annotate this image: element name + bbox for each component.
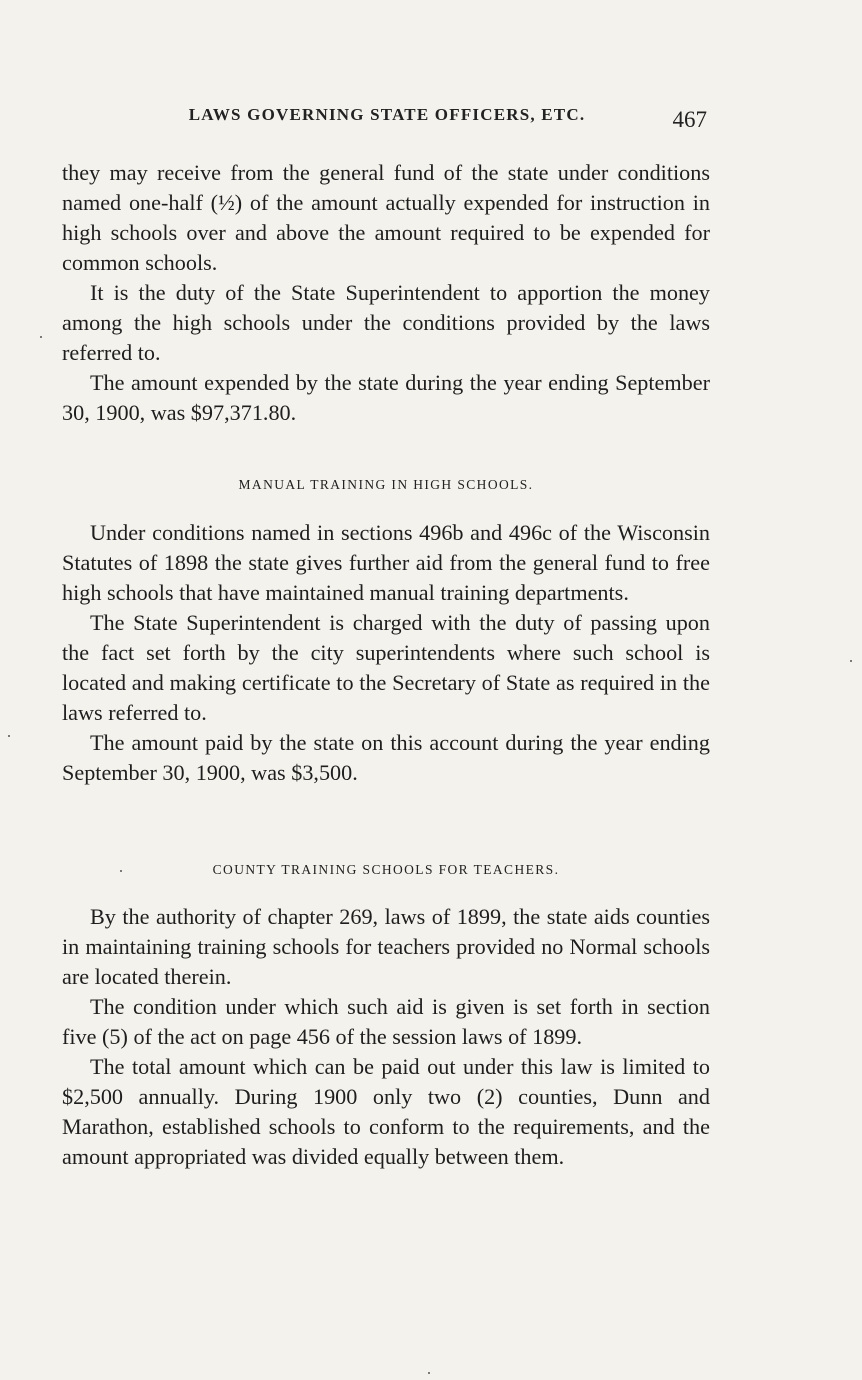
text-block-high-school-aid xyxy=(62,158,710,428)
text-block-manual-training xyxy=(62,518,710,788)
section-heading-manual-training: MANUAL TRAINING IN HIGH SCHOOLS. xyxy=(238,477,534,492)
paragraph: By the authority of chapter 269, laws of 1899, the state aids counties in maintaining training schools for teachers provided no Normal schools are located therein. xyxy=(62,904,710,989)
paragraph: The amount paid by the state on this account during the year ending September 30, 1900, was $3,500. xyxy=(62,730,710,785)
page-number: 467 xyxy=(672,107,707,132)
paragraph: they may receive from the general fund of the state under conditions named one-half (½) of the amount actually expended for instruction in high schools over and above the amount required to be expended for common schools. xyxy=(62,160,710,275)
paragraph: Under conditions named in sections 496b and 496c of the Wisconsin Statutes of 1898 the state gives further aid from the general fund to free high schools that have maintained manual training departments. xyxy=(62,520,710,605)
scan-speck xyxy=(850,660,852,662)
scan-speck xyxy=(428,1372,430,1374)
paragraph: The total amount which can be paid out under this law is limited to $2,500 annually. During 1900 only two (2) counties, Dunn and Marathon, established schools to conform to the requirements, and the amount appropriated was divided equally between them. xyxy=(62,1054,710,1169)
paragraph: The condition under which such aid is given is set forth in section five (5) of the act on page 456 of the session laws of 1899. xyxy=(62,994,710,1049)
text-block-county-training xyxy=(62,902,710,1172)
scan-speck xyxy=(40,336,42,338)
section-heading-county-training: COUNTY TRAINING SCHOOLS FOR TEACHERS. xyxy=(212,862,560,877)
scan-speck xyxy=(8,735,10,737)
paragraph: It is the duty of the State Superintendent to apportion the money among the high schools under the conditions provided by the laws referred to. xyxy=(62,280,710,365)
scan-speck xyxy=(120,870,122,872)
running-title: LAWS GOVERNING STATE OFFICERS, ETC. xyxy=(188,105,586,124)
paragraph: The State Superintendent is charged with the duty of passing upon the fact set forth by the city superintendents where such school is located and making certificate to the Secretary of State as required in the laws referred to. xyxy=(62,610,710,725)
paragraph: The amount expended by the state during the year ending September 30, 1900, was $97,371.80. xyxy=(62,370,710,425)
